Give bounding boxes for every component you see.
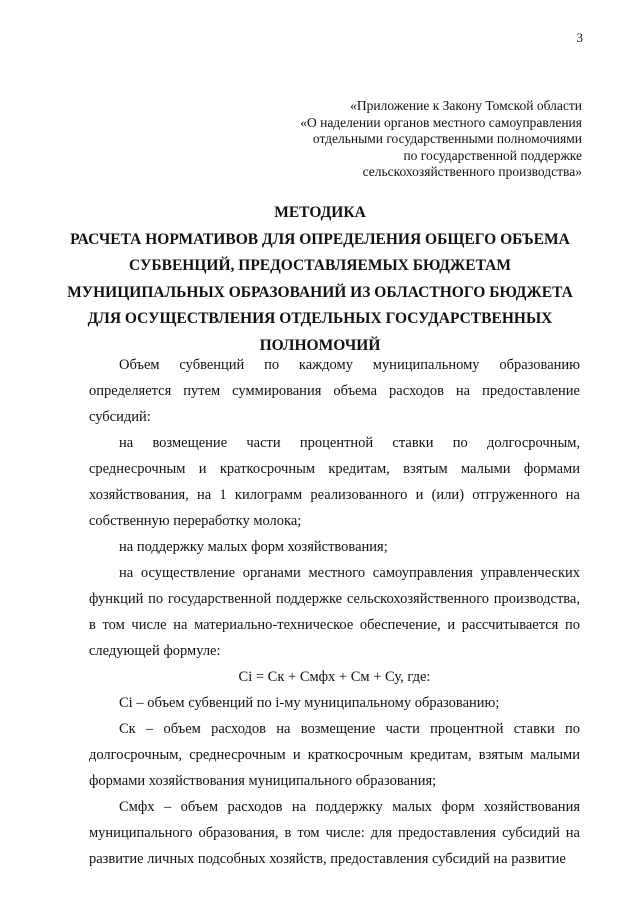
page-number: 3 xyxy=(576,30,583,45)
definition-ci: Ci – объем субвенций по i-му муниципальному образованию; xyxy=(119,695,500,711)
title-line: МЕТОДИКА xyxy=(274,204,366,221)
list-item-small-farms: на поддержку малых форм хозяйствования; xyxy=(119,539,388,555)
appendix-line: по государственной поддержке xyxy=(403,147,582,163)
document-title xyxy=(60,200,580,359)
appendix-line: «Приложение к Закону Томской области xyxy=(350,98,582,113)
title-line: МУНИЦИПАЛЬНЫХ ОБРАЗОВАНИЙ ИЗ ОБЛАСТНОГО БЮДЖЕТА xyxy=(67,283,573,301)
intro-paragraph: Объем субвенций по каждому муниципальному образованию определяется путем суммирования объема расходов на предоставление субсидий: xyxy=(89,357,580,425)
appendix-header xyxy=(262,98,582,181)
title-line: ДЛЯ ОСУЩЕСТВЛЕНИЯ ОТДЕЛЬНЫХ ГОСУДАРСТВЕННЫХ xyxy=(87,310,553,327)
body-text xyxy=(89,352,580,872)
appendix-line: сельскохозяйственного производства» xyxy=(362,164,582,179)
title-line: СУБВЕНЦИЙ, ПРЕДОСТАВЛЯЕМЫХ БЮДЖЕТАМ xyxy=(129,257,511,274)
appendix-line: «О наделении органов местного самоуправления xyxy=(300,114,582,130)
list-item-interest-rate: на возмещение части процентной ставки по долгосрочным, среднесрочным и краткосрочным кредитам, взятым малыми формами хозяйствования, на 1 килограмм реализованного и (или) отгруженного на собственную переработку молока; xyxy=(89,435,580,529)
list-item-management-functions: на осуществление органами местного самоуправления управленческих функций по государственной поддержке сельскохозяйственного производства, в том числе на материально-техническое обеспечение, и рассчитывается по следующей формуле: xyxy=(89,565,580,659)
definition-cmfh: Смфх – объем расходов на поддержку малых форм хозяйствования муниципального образования, в том числе: для предоставления субсидий на развитие личных подсобных хозяйств, предоставления субсидий на развитие xyxy=(89,799,580,867)
title-line: РАСЧЕТА НОРМАТИВОВ ДЛЯ ОПРЕДЕЛЕНИЯ ОБЩЕГО ОБЪЕМА xyxy=(70,230,570,248)
definition-ck: Ск – объем расходов на возмещение части процентной ставки по долгосрочным, среднесрочным и краткосрочным кредитам, взятым малыми формами хозяйствования муниципального образования; xyxy=(89,721,580,789)
appendix-line: отдельными государственными полномочиями xyxy=(312,131,582,146)
title-line: ПОЛНОМОЧИЙ xyxy=(259,336,381,354)
formula: Ci = Ск + Смфх + См + Су, где: xyxy=(238,669,431,685)
